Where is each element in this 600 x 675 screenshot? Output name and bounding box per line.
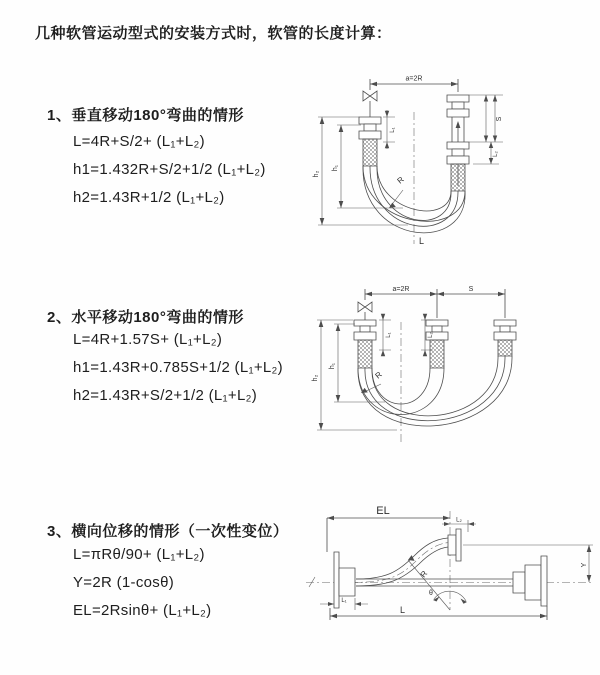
right-flange <box>513 556 547 606</box>
dimension-s <box>437 286 505 296</box>
dim-label-s: S <box>496 116 503 122</box>
section-3-formula-EL: EL=2Rsinθ+ (L₁+L₂) <box>73 602 212 619</box>
section-2-formula-h1: h1=1.43R+0.785S+1/2 (L₁+L₂) <box>73 359 283 376</box>
diagram-2-horizontal-movement <box>305 280 555 452</box>
dim-label-el: EL <box>376 505 390 517</box>
dim-label-l1: L₁ <box>341 598 347 604</box>
left-hose-end <box>354 320 376 368</box>
dim-label-a2r: a=2R <box>405 75 423 83</box>
dimension-a2r <box>365 286 505 318</box>
section-2-heading: 2、水平移动180°弯曲的情形 <box>47 309 244 326</box>
dim-label-h2: h₂ <box>312 374 319 382</box>
section-3-formula-L: L=πRθ/90+ (L₁+L₂) <box>73 546 205 563</box>
dim-label-l2: L₂ <box>428 332 434 338</box>
dim-label-l2: L₂ <box>493 151 499 157</box>
dim-label-r: R <box>373 369 384 381</box>
diagram-3-lateral-displacement <box>298 498 600 633</box>
dimension-l1 <box>320 598 368 610</box>
dim-label-r: R <box>395 174 406 186</box>
dim-label-h1: h₁ <box>332 164 339 172</box>
section-2-formula-h2: h2=1.43R+S/2+1/2 (L₁+L₂) <box>73 387 258 404</box>
section-1-formula-h2: h2=1.43R+1/2 (L₁+L₂) <box>73 189 225 206</box>
dim-label-l: L <box>400 605 406 615</box>
dimension-el <box>327 505 450 552</box>
section-2-formula-L: L=4R+1.57S+ (L₁+L₂) <box>73 331 223 348</box>
valve-icon <box>358 302 372 320</box>
dim-label-l1: L₁ <box>386 332 392 338</box>
dimension-l1 <box>383 110 396 149</box>
valve-icon <box>363 91 377 117</box>
dim-label-l2: L₂ <box>456 517 462 524</box>
dim-label-h1: h₁ <box>329 362 336 370</box>
right-hose-end <box>447 95 469 191</box>
section-1-formula-L: L=4R+S/2+ (L₁+L₂) <box>73 133 205 150</box>
section-3-heading: 3、横向位移的情形（一次性变位） <box>47 523 289 540</box>
dimension-s <box>469 95 503 142</box>
section-3-formula-Y: Y=2R (1-cosθ) <box>73 574 175 591</box>
dim-label-l1: L₁ <box>390 127 396 133</box>
moved-hose-end <box>494 320 516 356</box>
dim-label-r: R <box>418 569 430 580</box>
dim-label-h2: h₂ <box>313 170 320 178</box>
left-hose-end <box>359 117 381 166</box>
dim-label-theta: θ <box>429 590 433 597</box>
section-1-heading: 1、垂直移动180°弯曲的情形 <box>47 107 244 124</box>
dimension-l2 <box>473 142 499 164</box>
radius-leader <box>389 175 406 208</box>
dimension-a2r <box>370 76 458 93</box>
dimension-l <box>330 605 547 620</box>
dim-label-l: L <box>419 236 425 246</box>
dimension-l1 <box>379 314 392 356</box>
dimension-l2 <box>421 314 434 356</box>
diagram-1-vertical-movement <box>305 68 550 254</box>
radius-leader <box>361 370 384 393</box>
middle-hose-end <box>426 320 448 368</box>
dim-label-y: Y <box>581 562 588 568</box>
dim-label-s: S <box>468 286 474 293</box>
section-1-formula-h1: h1=1.432R+S/2+1/2 (L₁+L₂) <box>73 161 266 178</box>
dim-label-a2r: a=2R <box>392 286 410 293</box>
page-title: 几种软管运动型式的安装方式时，软管的长度计算： <box>35 25 392 42</box>
